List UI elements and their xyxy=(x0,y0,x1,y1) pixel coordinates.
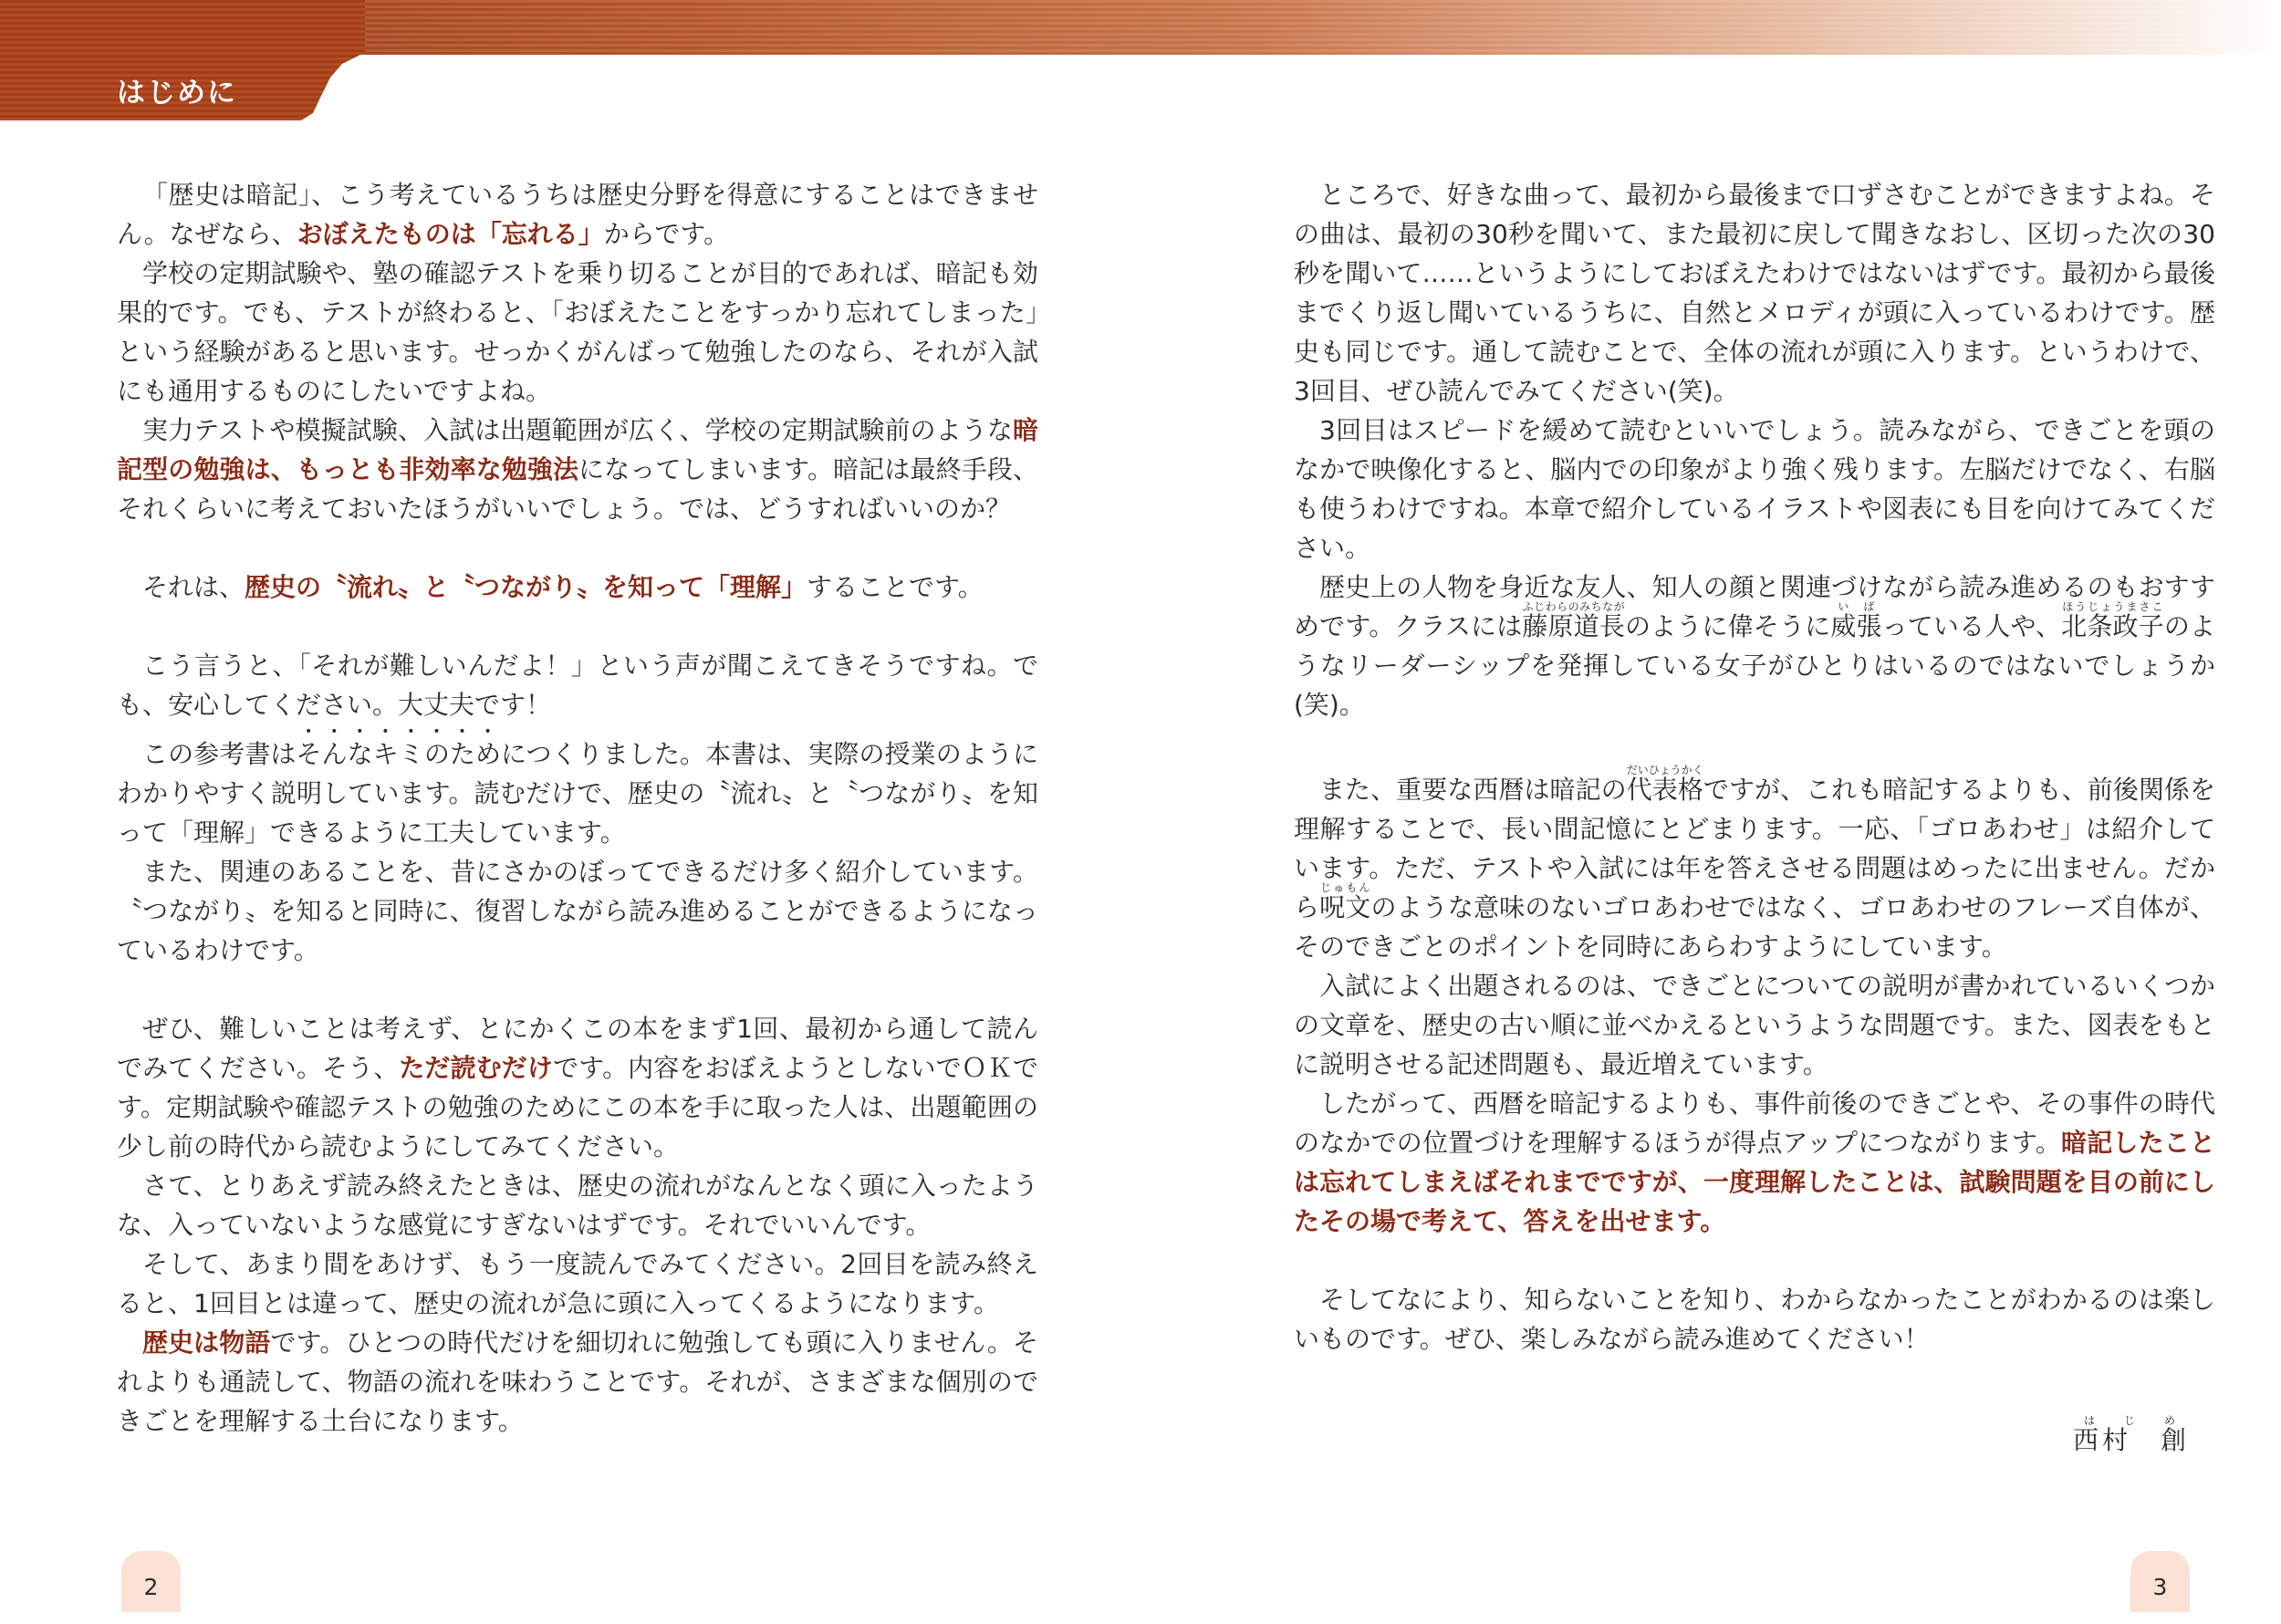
paragraph-text: につくりました。本書は、実際の授業のようにわかりやすく説明しています。読むだけで、歴史の〝流れ〟と〝つながり〟を知って「理解」できるように工夫しています。 xyxy=(117,739,1038,848)
emphasis-text: そんなキミのため xyxy=(296,739,502,769)
highlight-text: 歴史の〝流れ〟と〝つながり〟を知って「理解」 xyxy=(245,572,807,602)
highlight-text: 暗記型の勉強は、もっとも非効率な勉強法 xyxy=(117,415,1038,484)
paragraph xyxy=(117,175,1038,254)
paragraph xyxy=(117,1009,1038,1166)
paragraph xyxy=(117,567,1038,607)
paragraph: そしてなにより、知らないことを知り、わからなかったことがわかるのは楽しいものです。ぜひ、楽しみながら読み進めてください！ xyxy=(1294,1285,2215,1354)
paragraph xyxy=(117,411,1038,528)
paragraph-text: 実力テストや模擬試験、入試は出題範囲が広く、学校の定期試験前のような xyxy=(142,415,1013,445)
paragraph xyxy=(1294,764,2215,966)
paragraph: 学校の定期試験や、塾の確認テストを乗り切ることが目的であれば、暗記も効果的です。でも、テストが終わると、「おぼえたことをすっかり忘れてしまった」という経験があると思います。せっかくがんばって勉強したのなら、それが入試にも通用するものにしたいですよね。 xyxy=(117,258,1038,406)
paragraph xyxy=(117,1323,1038,1441)
paragraph: 3回目はスピードを緩めて読むといいでしょう。読みながら、できごとを頭のなかで映像化すると、脳内での印象がより強く残ります。左脳だけでなく、右脳も使うわけですね。本章で紹介しているイラストや図表にも目を向けてみてください。 xyxy=(1294,415,2215,563)
paragraph xyxy=(1294,567,2215,724)
paragraph: 入試によく出題されるのは、できごとについての説明が書かれているいくつかの文章を、歴史の古い順に並べかえるというような問題です。また、図表をもとに説明させる記述問題も、最近増えています。 xyxy=(1294,971,2215,1079)
highlight-text: 暗記したことは忘れてしまえばそれまでですが、一度理解したことは、試験問題を目の前にしたその場で考えて、答えを出せます。 xyxy=(1294,1128,2215,1236)
ruby-fujiwara: 藤原道長ふじわらのみちなが xyxy=(1522,600,1625,641)
author-signature: 西村 創はじめ xyxy=(2072,1414,2190,1455)
paragraph: そして、あまり間をあけず、もう一度読んでみてください。2回目を読み終えると、1回目とは違って、歴史の流れが急に頭に入ってくるようになります。 xyxy=(117,1249,1038,1318)
paragraph-text: になってしまいます。暗記は最終手段、それくらいに考えておいたほうがいいでしょう。では、どうすればいいのか？ xyxy=(117,454,1038,524)
paragraph xyxy=(117,724,1038,852)
paragraph-text: ですが、これも暗記するよりも、前後関係を理解することで、長い間記憶にとどまります。一応、「ゴロあわせ」は紹介しています。ただ、テストや入試には年を答えさせる問題はめったに出ません。だから xyxy=(1294,775,2215,922)
paragraph: こう言うと、「それが難しいんだよ！」という声が聞こえてきそうですね。でも、安心してください。大丈夫です！ xyxy=(117,651,1038,720)
paragraph-text: したがって、西暦を暗記するよりも、事件前後のできごとや、その事件の時代のなかでの位置づけを理解するほうが得点アップにつながります。 xyxy=(1294,1088,2215,1158)
ruby-daihyokaku: 代表格だいひょうかく xyxy=(1626,764,1703,805)
paragraph: さて、とりあえず読み終えたときは、歴史の流れがなんとなく頭に入ったような、入っていないような感覚にすぎないはずです。それでいいんです。 xyxy=(117,1171,1038,1240)
paragraph-text: っている人や、 xyxy=(1881,611,2062,641)
ruby-jumon: 呪文じゅもん xyxy=(1319,881,1371,922)
ruby-iba: 威張いば xyxy=(1830,600,1882,641)
paragraph-text: のようなリーダーシップを発揮している女子がひとりはいるのではないでしょうか(笑)。 xyxy=(1294,611,2215,720)
highlight-text: ただ読むだけ xyxy=(399,1053,554,1083)
chapter-title: はじめに xyxy=(117,77,237,109)
highlight-text: おぼえたものは「忘れる」 xyxy=(297,219,604,249)
left-page-column xyxy=(117,175,1038,1441)
right-page-column xyxy=(1294,175,2215,1359)
paragraph-text: です。内容をおぼえようとしないでＯＫです。定期試験や確認テストの勉強のためにこの本を手に取った人は、出題範囲の少し前の時代から読むようにしてみてください。 xyxy=(117,1053,1038,1161)
ruby-hojo: 北条政子ほうじょうまさこ xyxy=(2061,600,2164,641)
paragraph-text: この参考書は xyxy=(142,739,297,769)
page-number-right: 3 xyxy=(2130,1551,2190,1612)
paragraph-text: 歴史上の人物を身近な友人、知人の顔と関連づけながら読み進めるのもおすすめです。クラスには xyxy=(1294,572,2215,641)
paragraph-text: です。ひとつの時代だけを細切れに勉強しても頭に入りません。それよりも通読して、物語の流れを味わうことです。それが、さまざまな個別のできごとを理解する土台になります。 xyxy=(117,1327,1038,1436)
paragraph-text: ぜひ、難しいことは考えず、とにかくこの本をまず1回、最初から通して読んでみてください。そう、 xyxy=(117,1014,1038,1083)
paragraph: ところで、好きな曲って、最初から最後まで口ずさむことができますよね。その曲は、最初の30秒を聞いて、また最初に戻して聞きなおし、区切った次の30秒を聞いて……というようにしておぼえたわけではないはずです。最初から最後までくり返し聞いているうちに、自然とメロディが頭に入っているわけです。歴史も同じです。通して読むことで、全体の流れが頭に入ります。というわけで、3回目、ぜひ読んでみてください(笑)。 xyxy=(1294,180,2215,406)
paragraph xyxy=(1294,1084,2215,1241)
page-number-left: 2 xyxy=(121,1551,181,1612)
paragraph-text: のような意味のないゴロあわせではなく、ゴロあわせのフレーズ自体が、そのできごとのポイントを同時にあらわすようにしています。 xyxy=(1294,892,2215,962)
highlight-text: 歴史は物語 xyxy=(142,1327,271,1358)
paragraph-text: 「歴史は暗記」、こう考えているうちは歴史分野を得意にすることはできません。なぜなら、 xyxy=(117,180,1038,249)
paragraph-text: することです。 xyxy=(807,572,984,602)
paragraph: また、関連のあることを、昔にさかのぼってできるだけ多く紹介しています。〝つながり〟を知ると同時に、復習しながら読み進めることができるようになっているわけです。 xyxy=(117,857,1038,965)
paragraph-text: それは、 xyxy=(142,572,245,602)
paragraph-text: からです。 xyxy=(603,219,730,249)
paragraph-text: のように偉そうに xyxy=(1625,611,1831,641)
paragraph-text: また、重要な西暦は暗記の xyxy=(1319,775,1627,805)
